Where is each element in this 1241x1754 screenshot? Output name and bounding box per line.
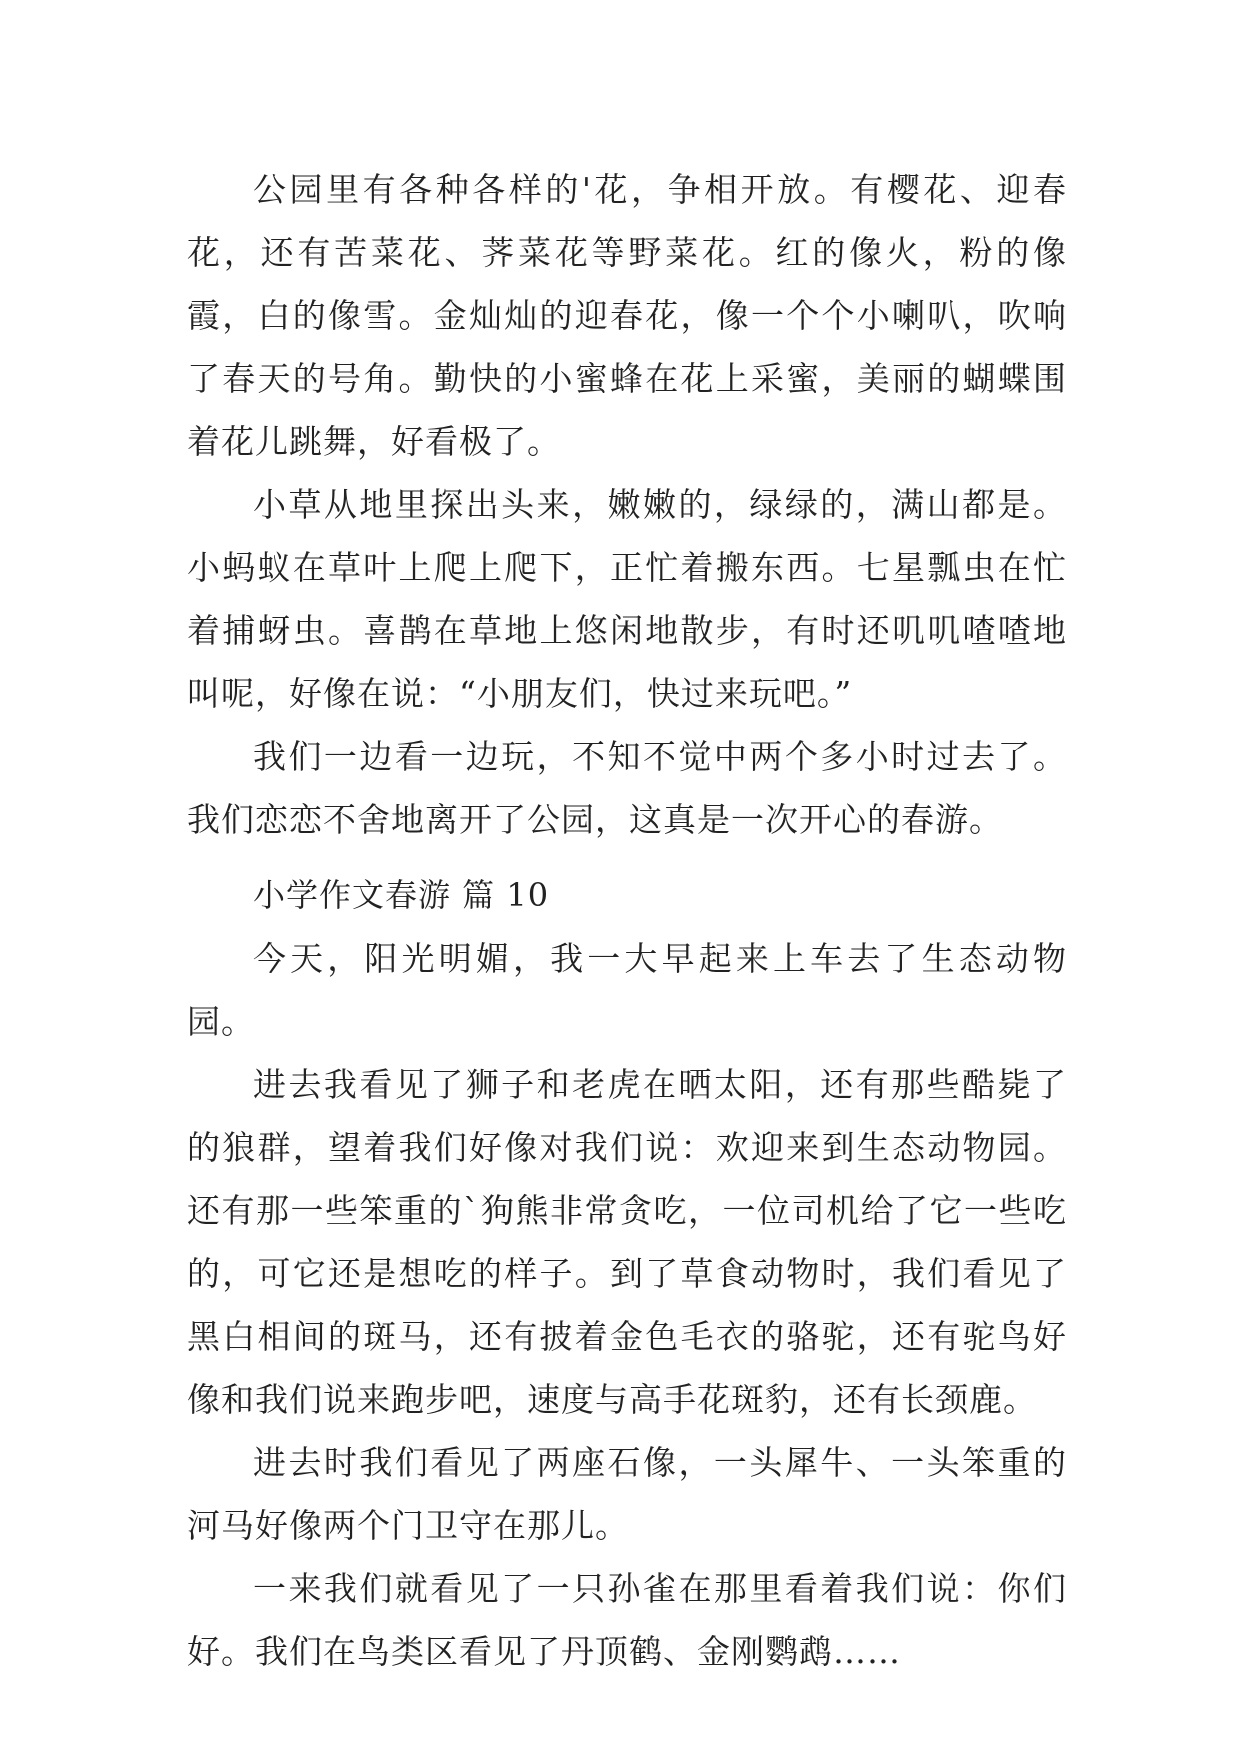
essay-continuation	[187, 158, 1067, 851]
essay-heading: 小学作文春游 篇 10	[253, 876, 550, 914]
paragraph-statues: 进去时我们看见了两座石像，一头犀牛、一头笨重的河马好像两个门卫守在那儿。	[187, 1443, 1067, 1545]
paragraph-flowers: 公园里有各种各样的'花，争相开放。有樱花、迎春花，还有苦菜花、荠菜花等野菜花。红的像火，粉的像霞，白的像雪。金灿灿的迎春花，像一个个小喇叭，吹响了春天的号角。勤快的小蜜蜂在花上采蜜，美丽的蝴蝶围着花儿跳舞，好看极了。	[187, 170, 1067, 461]
paragraph-birds: 一来我们就看见了一只孙雀在那里看着我们说：你们好。我们在鸟类区看见了丹顶鹤、金刚鹦鹉……	[187, 1569, 1067, 1671]
paragraph-leaving: 我们一边看一边玩，不知不觉中两个多小时过去了。我们恋恋不舍地离开了公园，这真是一次开心的春游。	[187, 737, 1067, 839]
essay-10	[187, 864, 1067, 1683]
paragraph-grass: 小草从地里探出头来，嫩嫩的，绿绿的，满山都是。小蚂蚁在草叶上爬上爬下，正忙着搬东西。七星瓢虫在忙着捕蚜虫。喜鹊在草地上悠闲地散步，有时还叽叽喳喳地叫呢，好像在说：“小朋友们，快过来玩吧。”	[187, 485, 1067, 713]
paragraph-intro: 今天，阳光明媚，我一大早起来上车去了生态动物园。	[187, 939, 1067, 1041]
paragraph-animals: 进去我看见了狮子和老虎在晒太阳，还有那些酷毙了的狼群，望着我们好像对我们说：欢迎来到生态动物园。还有那一些笨重的`狗熊非常贪吃，一位司机给了它一些吃的，可它还是想吃的样子。到了草食动物时，我们看见了黑白相间的斑马，还有披着金色毛衣的骆驼，还有驼鸟好像和我们说来跑步吧，速度与高手花斑豹，还有长颈鹿。	[187, 1065, 1067, 1419]
